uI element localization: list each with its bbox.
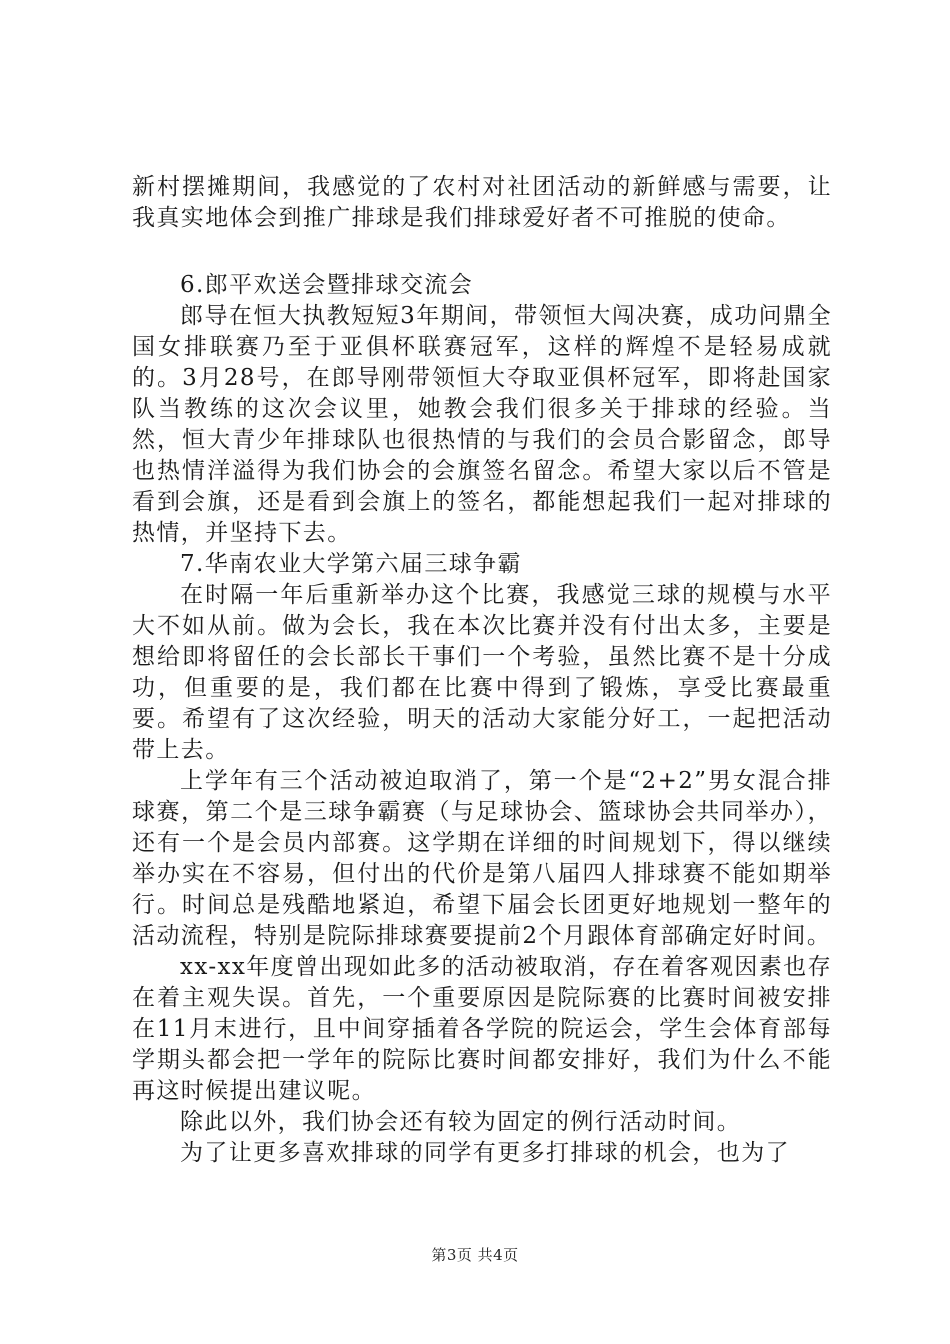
- paragraph: 除此以外，我们协会还有较为固定的例行活动时间。: [180, 1109, 742, 1135]
- paragraph: 上学年有三个活动被迫取消了，第一个是“2+2”男女混合排球赛，第二个是三球争霸赛（与足球协会、篮球协会共同举办），还有一个是会员内部赛。这学期在详细的时间规划下，得以继续举办实在不容易，但付出的代价是第八届四人排球赛不能如期举行。时间总是残酷地紧迫，希望下届会长团更好地规划一整年的活动流程，特别是院际排球赛要提前2个月跟体育部确定好时间。: [132, 768, 832, 949]
- section-heading-6: 6.郎平欢送会暨排球交流会: [180, 272, 474, 298]
- document-body: [132, 172, 832, 1169]
- paragraph: 郎导在恒大执教短短3年期间，带领恒大闯决赛，成功问鼎全国女排联赛乃至于亚俱杯联赛冠军，这样的辉煌不是轻易成就的。3月28号，在郎导刚带领恒大夺取亚俱杯冠军，即将赴国家队当教练的这次会议里，她教会我们很多关于排球的经验。当然，恒大青少年排球队也很热情的与我们的会员合影留念，郎导也热情洋溢得为我们协会的会旗签名留念。希望大家以后不管是看到会旗，还是看到会旗上的签名，都能想起我们一起对排球的热情，并坚持下去。: [132, 303, 832, 546]
- paragraph: xx-xx年度曾出现如此多的活动被取消，存在着客观因素也存在着主观失误。首先，一个重要原因是院际赛的比赛时间被安排在11月末进行，且中间穿插着各学院的院运会，学生会体育部每学期头都会把一学年的院际比赛时间都安排好，我们为什么不能再这时候提出建议呢。: [132, 954, 832, 1104]
- paragraph: 在时隔一年后重新举办这个比赛，我感觉三球的规模与水平大不如从前。做为会长，我在本次比赛并没有付出太多，主要是想给即将留任的会长部长干事们一个考验，虽然比赛不是十分成功，但重要的是，我们都在比赛中得到了锻炼，享受比赛最重要。希望有了这次经验，明天的活动大家能分好工，一起把活动带上去。: [132, 582, 832, 763]
- section-heading-7: 7.华南农业大学第六届三球争霸: [180, 551, 522, 577]
- page-footer: 第3页 共4页: [431, 1246, 519, 1264]
- paragraph: 新村摆摊期间，我感觉的了农村对社团活动的新鲜感与需要，让我真实地体会到推广排球是我们排球爱好者不可推脱的使命。: [132, 174, 832, 231]
- paragraph: 为了让更多喜欢排球的同学有更多打排球的机会，也为了: [180, 1140, 790, 1166]
